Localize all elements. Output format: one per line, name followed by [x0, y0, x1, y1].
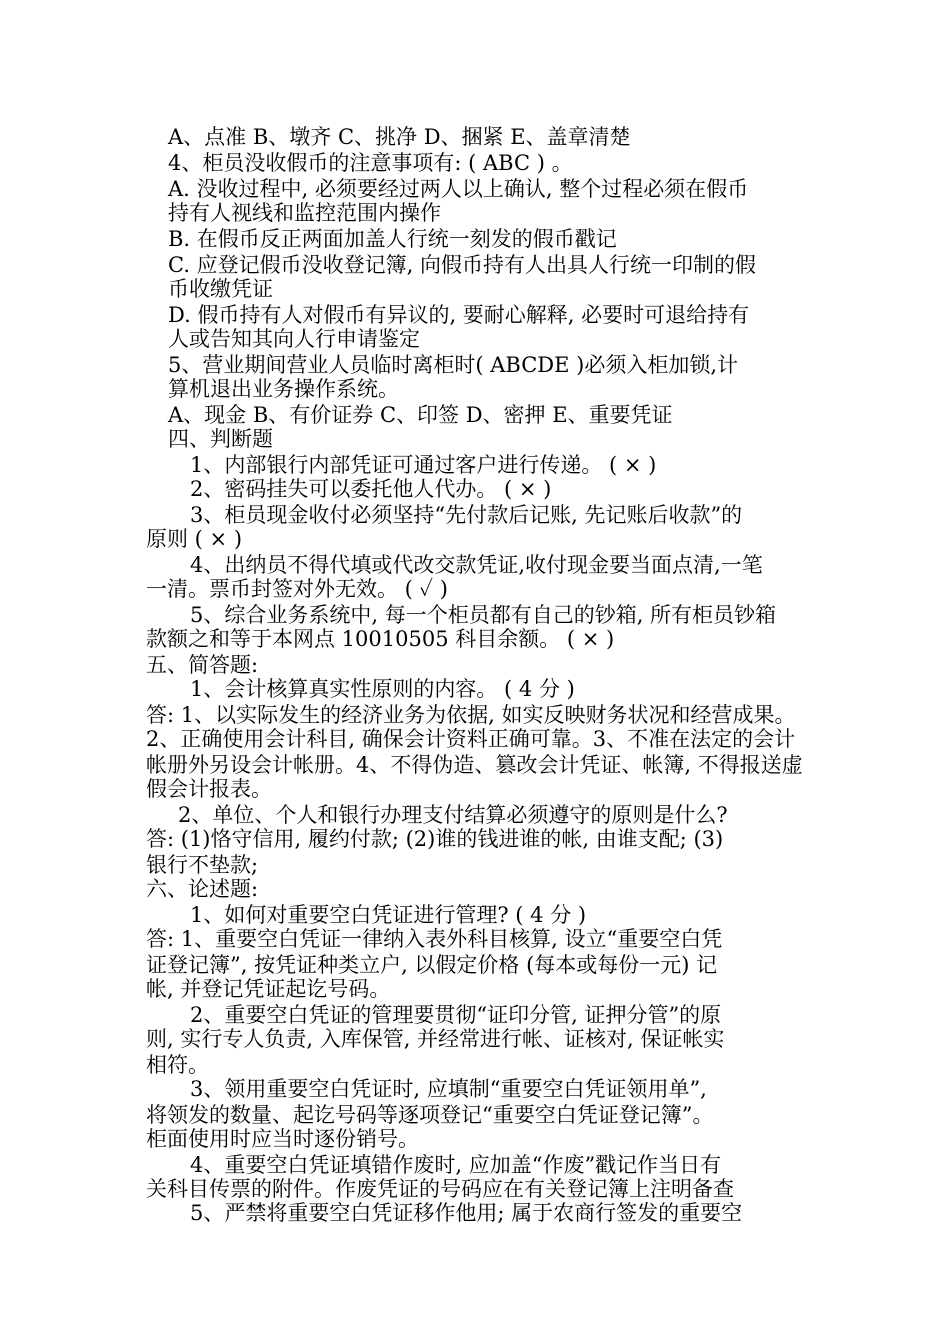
text-line: 相符。: [146, 1053, 209, 1077]
text-line: 4、柜员没收假币的注意事项有: ( ABC ) 。: [168, 151, 573, 175]
text-line: 币收缴凭证: [168, 277, 273, 301]
text-line: 则, 实行专人负责, 入库保管, 并经常进行帐、证核对, 保证帐实: [146, 1027, 725, 1051]
text-line: 1、会计核算真实性原则的内容。 ( 4 分 ): [190, 677, 575, 701]
text-line: A、点准 B、墩齐 C、挑净 D、捆紧 E、盖章清楚: [168, 125, 631, 149]
text-line: 持有人视线和监控范围内操作: [168, 201, 441, 225]
text-line: C. 应登记假币没收登记簿, 向假币持有人出具人行统一印制的假: [168, 253, 757, 277]
text-line: 答: 1、重要空白凭证一律纳入表外科目核算, 设立“重要空白凭: [146, 927, 723, 951]
text-line: D. 假币持有人对假币有异议的, 要耐心解释, 必要时可退给持有: [168, 303, 750, 327]
text-line: 5、综合业务系统中, 每一个柜员都有自己的钞箱, 所有柜员钞箱: [190, 603, 777, 627]
text-line: 4、重要空白凭证填错作废时, 应加盖“作废”戳记作当日有: [190, 1153, 722, 1177]
text-line: A. 没收过程中, 必须要经过两人以上确认, 整个过程必须在假币: [168, 177, 749, 201]
section-heading: 四、判断题: [168, 427, 273, 451]
text-line: 5、严禁将重要空白凭证移作他用; 属于农商行签发的重要空: [190, 1201, 743, 1225]
text-line: A、现金 B、有价证券 C、印签 D、密押 E、重要凭证: [168, 403, 673, 427]
text-line: 证登记簿”, 按凭证种类立户, 以假定价格 (每本或每份一元) 记: [146, 953, 718, 977]
text-line: 关科目传票的附件。作废凭证的号码应在有关登记簿上注明备查: [146, 1177, 734, 1201]
text-line: 1、内部银行内部凭证可通过客户进行传递。 ( × ): [190, 453, 657, 477]
text-line: 答: 1、以实际发生的经济业务为依据, 如实反映财务状况和经营成果。: [146, 703, 796, 727]
text-line: 2、密码挂失可以委托他人代办。 ( × ): [190, 477, 552, 501]
section-heading: 五、简答题:: [146, 653, 259, 677]
text-line: 算机退出业务操作系统。: [168, 377, 399, 401]
text-line: 款额之和等于本网点 10010505 科目余额。 ( × ): [146, 627, 615, 651]
text-line: 2、重要空白凭证的管理要贯彻“证印分管, 证押分管”的原: [190, 1003, 722, 1027]
text-line: 5、营业期间营业人员临时离柜时( ABCDE )必须入柜加锁,计: [168, 353, 738, 377]
text-line: 将领发的数量、起讫号码等逐项登记“重要空白凭证登记簿”。: [146, 1103, 714, 1127]
text-line: 银行不垫款;: [146, 853, 259, 877]
text-line: 2、单位、个人和银行办理支付结算必须遵守的原则是什么?: [178, 803, 728, 827]
text-line: 一清。票币封签对外无效。 ( ✓ ): [146, 577, 448, 601]
text-line: 柜面使用时应当时逐份销号。: [146, 1127, 419, 1151]
text-line: 人或告知其向人行申请鉴定: [168, 327, 420, 351]
text-line: 3、领用重要空白凭证时, 应填制“重要空白凭证领用单”,: [190, 1077, 707, 1101]
text-line: 帐册外另设会计帐册。4、不得伪造、篡改会计凭证、帐簿, 不得报送虚: [146, 753, 803, 777]
text-line: 原则 ( × ): [146, 527, 243, 551]
text-line: 帐, 并登记凭证起讫号码。: [146, 977, 391, 1001]
text-line: 假会计报表。: [146, 777, 272, 801]
text-line: 2、正确使用会计科目, 确保会计资料正确可靠。3、不准在法定的会计: [146, 727, 796, 751]
section-heading: 六、论述题:: [146, 877, 259, 901]
text-line: 3、柜员现金收付必须坚持“先付款后记账, 先记账后收款”的: [190, 503, 743, 527]
text-line: 4、出纳员不得代填或代改交款凭证,收付现金要当面点清,一笔: [190, 553, 763, 577]
text-line: B. 在假币反正两面加盖人行统一刻发的假币戳记: [168, 227, 617, 251]
text-line: 答: (1)恪守信用, 履约付款; (2)谁的钱进谁的帐, 由谁支配; (3): [146, 827, 724, 851]
text-line: 1、如何对重要空白凭证进行管理? ( 4 分 ): [190, 903, 587, 927]
